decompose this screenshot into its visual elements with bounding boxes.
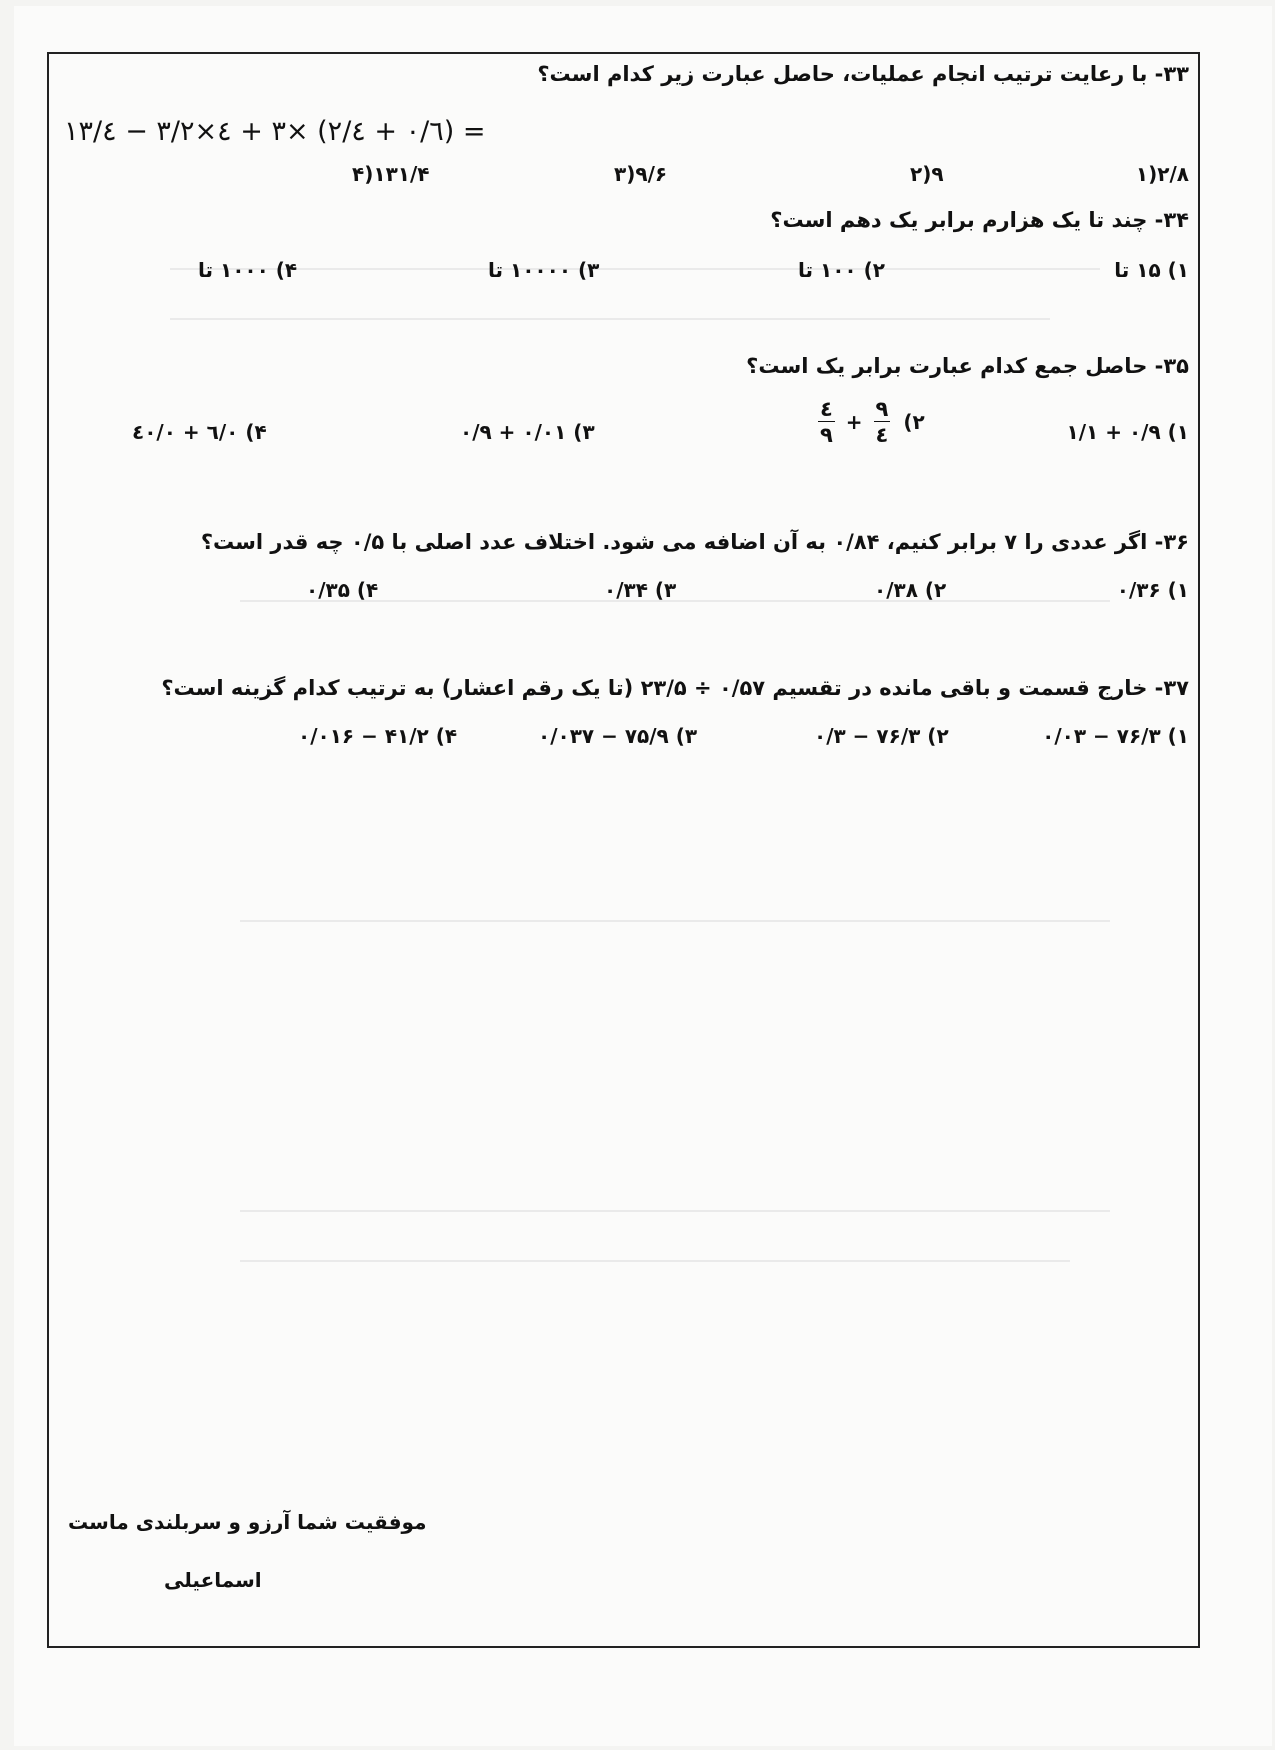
fraction-numerator: ٤ <box>820 397 833 421</box>
question-37-option-2: ۲) ۷۶/۳ − ۰/۳ <box>814 724 949 748</box>
fraction-denominator: ٤ <box>875 423 889 448</box>
question-34-option-4: ۴) ۱۰۰۰ تا <box>198 258 298 282</box>
question-33-option-1: ۲/۸(۱ <box>1135 162 1189 186</box>
fraction-denominator: ۹ <box>820 423 833 448</box>
question-36-option-2: ۲) ۰/۳۸ <box>874 578 947 602</box>
question-37-option-1: ۱) ۷۶/۳ − ۰/۰۳ <box>1042 724 1189 748</box>
question-34-option-1: ۱) ۱۵ تا <box>1114 258 1189 282</box>
question-33-option-4: ۱۳۱/۴(۴ <box>352 162 430 186</box>
question-34-title: ۳۴- چند تا یک هزارم برابر یک دهم است؟ <box>770 208 1189 232</box>
question-37-title: ۳۷- خارج قسمت و باقی مانده در تقسیم ۰/۵۷ ÷ ۲۳/۵ (تا یک رقم اعشار) به ترتیب کدام گزینه است؟ <box>161 676 1189 700</box>
page-border <box>47 52 1200 1648</box>
question-33-option-3: ۹/۶(۳ <box>614 162 668 186</box>
question-35-option-3: ۳) ۰/۰۱ + ۰/۹ <box>460 420 595 444</box>
question-37-option-3: ۳) ۷۵/۹ − ۰/۰۳۷ <box>538 724 698 748</box>
teacher-signature: اسماعیلی <box>164 1568 262 1592</box>
question-36-option-4: ۴) ۰/۳۵ <box>306 578 379 602</box>
question-34-option-2: ۲) ۱۰۰ تا <box>798 258 885 282</box>
question-33-title: ۳۳- با رعایت ترتیب انجام عملیات، حاصل عبارت زیر کدام است؟ <box>537 62 1189 86</box>
question-35-title: ۳۵- حاصل جمع کدام عبارت برابر یک است؟ <box>746 354 1189 378</box>
fraction-9-over-4 <box>874 398 891 446</box>
question-34-option-3: ۳) ۱۰۰۰۰ تا <box>488 258 600 282</box>
option-label: ۲) <box>903 410 925 435</box>
question-35-option-2 <box>818 398 925 446</box>
question-33-expression: ۱۳/٤ − ۳/۲×٤ + ۳× (۲/٤ + ۰/٦) = <box>64 116 486 147</box>
question-35-option-1: ۱) ۰/۹ + ۱/۱ <box>1066 420 1189 444</box>
question-36-title: ۳۶- اگر عددی را ۷ برابر کنیم، ۰/۸۴ به آن اضافه می شود. اختلاف عدد اصلی با ۰/۵ چه قدر است؟ <box>200 530 1189 554</box>
plus-sign: + <box>845 410 863 435</box>
question-36-option-3: ۳) ۰/۳۴ <box>604 578 677 602</box>
fraction-numerator: ۹ <box>875 397 889 421</box>
closing-message: موفقیت شما آرزو و سربلندی ماست <box>68 1510 427 1534</box>
question-33-option-2: ۹(۲ <box>910 162 944 186</box>
question-35-option-4: ۴) ۰/٦ + ۰/٤۰ <box>132 420 267 444</box>
fraction-4-over-9 <box>818 398 835 446</box>
question-37-option-4: ۴) ۴۱/۲ − ۰/۰۱۶ <box>298 724 458 748</box>
question-36-option-1: ۱) ۰/۳۶ <box>1116 578 1189 602</box>
